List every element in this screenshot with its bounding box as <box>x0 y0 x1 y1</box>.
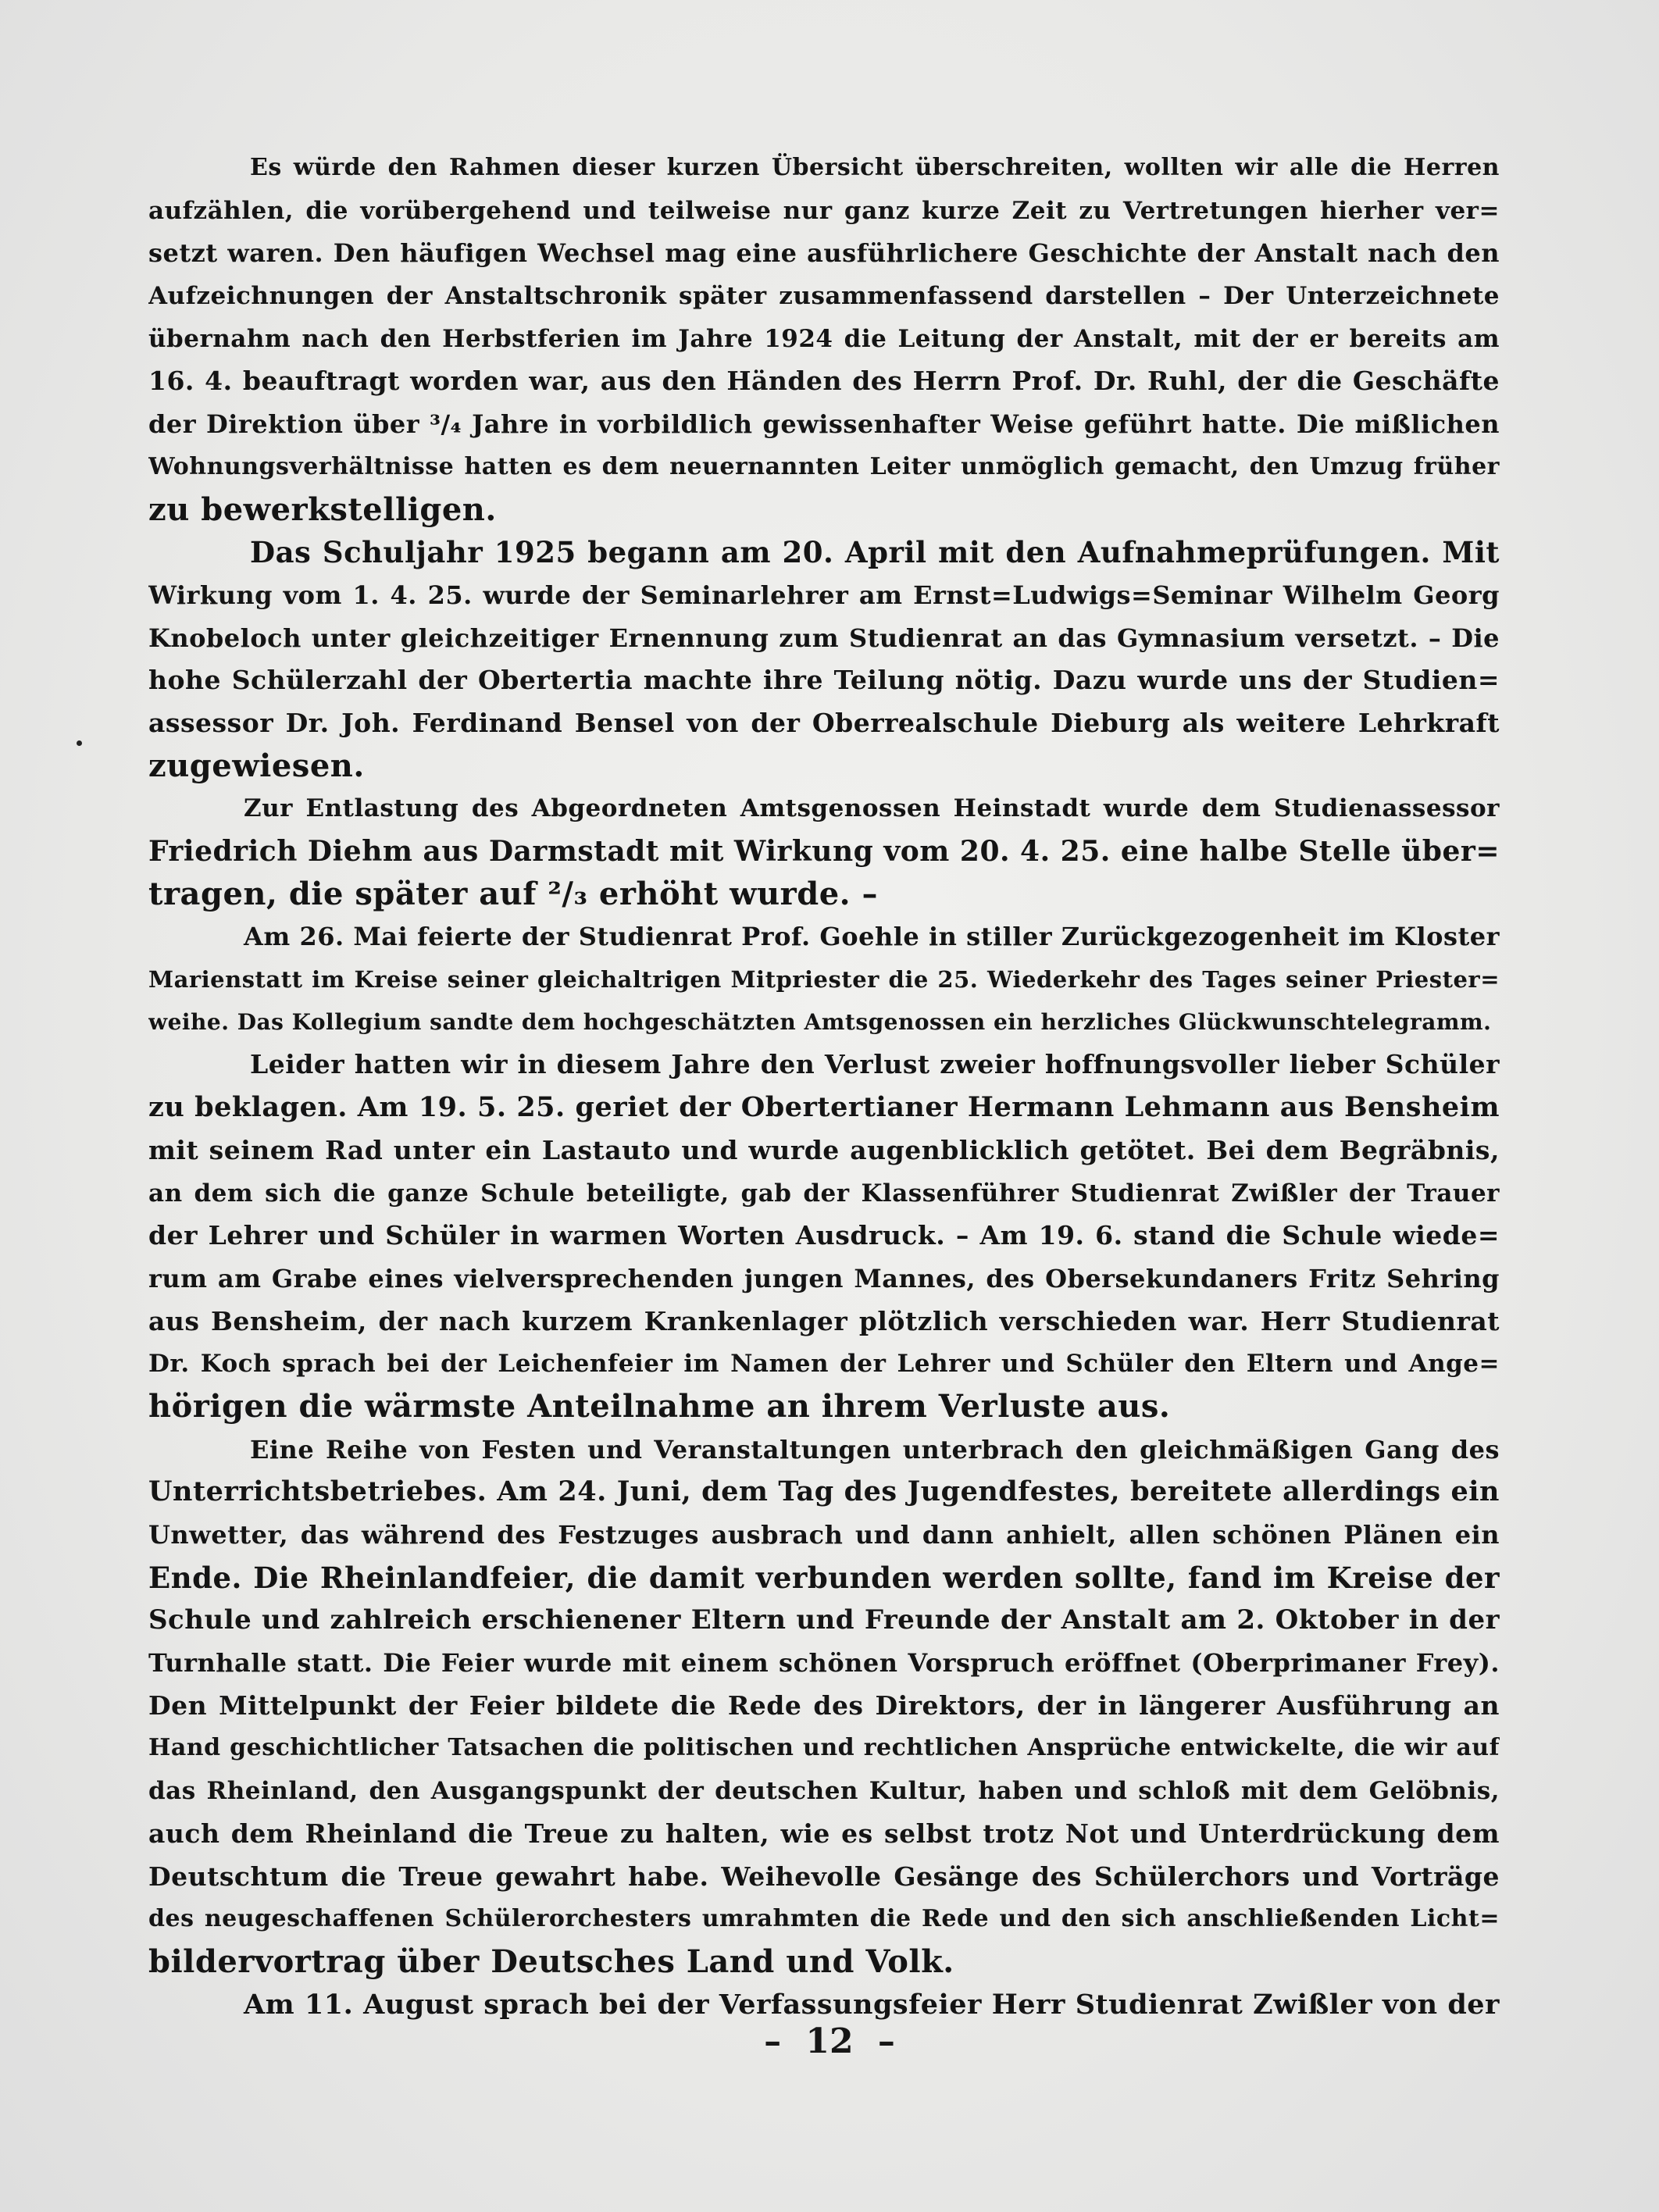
text-line: das Rheinland, den Ausgangspunkt der deutschen Kultur, haben und schloß mit dem Gelöbnis, <box>148 1777 1500 1806</box>
text-line: Unterrichtsbetriebes. Am 24. Juni, dem Tag des Jugendfestes, bereitete allerdings ein <box>148 1475 1500 1508</box>
text-line: Aufzeichnungen der Anstaltschronik später zusammenfassend darstellen – Der Unterzeichnete <box>148 282 1500 311</box>
text-line: assessor Dr. Joh. Ferdinand Bensel von der Oberrealschule Dieburg als weitere Lehrkraft <box>148 707 1500 738</box>
paragraph-uebersicht <box>148 147 1500 531</box>
text-line: Leider hatten wir in diesem Jahre den Verlust zweier hoffnungsvoller lieber Schüler <box>250 1049 1500 1080</box>
text-line: zu bewerkstelligen. <box>148 491 497 528</box>
body-text <box>148 147 1500 2026</box>
text-line: Zur Entlastung des Abgeordneten Amtsgenossen Heinstadt wurde dem Studienassessor <box>244 794 1500 823</box>
text-line: weihe. Das Kollegium sandte dem hochgeschätzten Amtsgenossen ein herzliches Glückwunschtelegramm. <box>148 1008 1492 1035</box>
text-line: aufzählen, die vorübergehend und teilweise nur ganz kurze Zeit zu Vertretungen hierher ver= <box>148 196 1500 225</box>
text-line: des neugeschaffenen Schülerorchesters umrahmten die Rede und den sich anschließenden Licht= <box>148 1905 1500 1933</box>
text-line: an dem sich die ganze Schule beteiligte, gab der Klassenführer Studienrat Zwißler der Trauer <box>148 1179 1500 1208</box>
text-line: Turnhalle statt. Die Feier wurde mit einem schönen Vorspruch eröffnet (Oberprimaner Frey). <box>148 1648 1500 1679</box>
text-line: Das Schuljahr 1925 begann am 20. April mit den Aufnahmeprüfungen. Mit <box>250 535 1500 570</box>
text-line: zu beklagen. Am 19. 5. 25. geriet der Obertertianer Hermann Lehmann aus Bensheim <box>148 1091 1500 1124</box>
text-line: Am 26. Mai feierte der Studienrat Prof. Goehle in stiller Zurückgezogenheit im Kloster <box>244 922 1500 952</box>
text-line: aus Bensheim, der nach kurzem Krankenlager plötzlich verschieden war. Herr Studienrat <box>148 1305 1500 1336</box>
margin-mark <box>77 740 82 746</box>
text-line: Den Mittelpunkt der Feier bildete die Rede des Direktors, der in längerer Ausführung an <box>148 1689 1500 1721</box>
text-line: Ende. Die Rheinlandfeier, die damit verbunden werden sollte, fand im Kreise der <box>148 1560 1500 1595</box>
text-line: Unwetter, das während des Festzuges ausbrach und dann anhielt, allen schönen Plänen ein <box>148 1520 1500 1550</box>
text-line: 16. 4. beauftragt worden war, aus den Händen des Herrn Prof. Dr. Ruhl, der die Geschäfte <box>148 366 1500 397</box>
paragraph-schuljahr <box>148 531 1500 787</box>
text-line: Hand geschichtlicher Tatsachen die politischen und rechtlichen Ansprüche entwickelte, die wir auf <box>148 1734 1500 1762</box>
text-line: Schule und zahlreich erschienener Eltern und Freunde der Anstalt am 2. Oktober in der <box>148 1604 1500 1636</box>
paragraph-verlust <box>148 1044 1500 1428</box>
text-line: der Direktion über ³/₄ Jahre in vorbildlich gewissenhafter Weise geführt hatte. Die mißlichen <box>148 409 1500 440</box>
text-line: Wirkung vom 1. 4. 25. wurde der Seminarlehrer am Ernst=Ludwigs=Seminar Wilhelm Georg <box>148 580 1500 610</box>
paragraph-verfassungsfeier <box>148 1984 1500 2027</box>
text-line: hörigen die wärmste Anteilnahme an ihrem Verluste aus. <box>148 1387 1171 1425</box>
text-line: hohe Schülerzahl der Obertertia machte ihre Teilung nötig. Dazu wurde uns der Studien= <box>148 665 1500 696</box>
text-line: Es würde den Rahmen dieser kurzen Übersicht überschreiten, wollten wir alle die Herren <box>250 154 1500 181</box>
text-line: setzt waren. Den häufigen Wechsel mag eine ausführlichere Geschichte der Anstalt nach den <box>148 238 1500 269</box>
text-line: Am 11. August sprach bei der Verfassungsfeier Herr Studienrat Zwißler von der <box>244 1988 1500 2021</box>
text-line: übernahm nach den Herbstferien im Jahre 1924 die Leitung der Anstalt, mit der er bereits am <box>148 324 1500 353</box>
text-line: Dr. Koch sprach bei der Leichenfeier im Namen der Lehrer und Schüler den Eltern und Ange= <box>148 1350 1500 1379</box>
text-line: rum am Grabe eines vielversprechenden jungen Mannes, des Obersekundaners Fritz Sehring <box>148 1263 1500 1293</box>
text-line: Wohnungsverhältnisse hatten es dem neuernannten Leiter unmöglich gemacht, den Umzug früher <box>148 452 1500 480</box>
paragraph-feste <box>148 1429 1500 1984</box>
paragraph-entlastung <box>148 787 1500 915</box>
text-line: der Lehrer und Schüler in warmen Worten Ausdruck. – Am 19. 6. stand die Schule wiede= <box>148 1220 1500 1251</box>
page-number: – 12 – <box>764 2021 895 2061</box>
text-line: Marienstatt im Kreise seiner gleichaltrigen Mitpriester die 25. Wiederkehr des Tages seiner Priester= <box>148 966 1500 994</box>
text-line: bildervortrag über Deutsches Land und Volk. <box>148 1943 954 1980</box>
text-line: Eine Reihe von Festen und Veranstaltungen unterbrach den gleichmäßigen Gang des <box>250 1434 1500 1465</box>
text-line: tragen, die später auf ²/₃ erhöht wurde. – <box>148 875 879 912</box>
text-line: mit seinem Rad unter ein Lastauto und wurde augenblicklich getötet. Bei dem Begräbnis, <box>148 1134 1500 1165</box>
paragraph-goehle <box>148 915 1500 1044</box>
text-line: Knobeloch unter gleichzeitiger Ernennung zum Studienrat an das Gymnasium versetzt. – Die <box>148 623 1500 653</box>
text-line: auch dem Rheinland die Treue zu halten, wie es selbst trotz Not und Unterdrückung dem <box>148 1818 1500 1849</box>
text-line: Friedrich Diehm aus Darmstadt mit Wirkung vom 20. 4. 25. eine halbe Stelle über= <box>148 835 1500 868</box>
text-line: zugewiesen. <box>148 747 365 784</box>
text-line: Deutschtum die Treue gewahrt habe. Weihevolle Gesänge des Schülerchors und Vorträge <box>148 1861 1500 1892</box>
